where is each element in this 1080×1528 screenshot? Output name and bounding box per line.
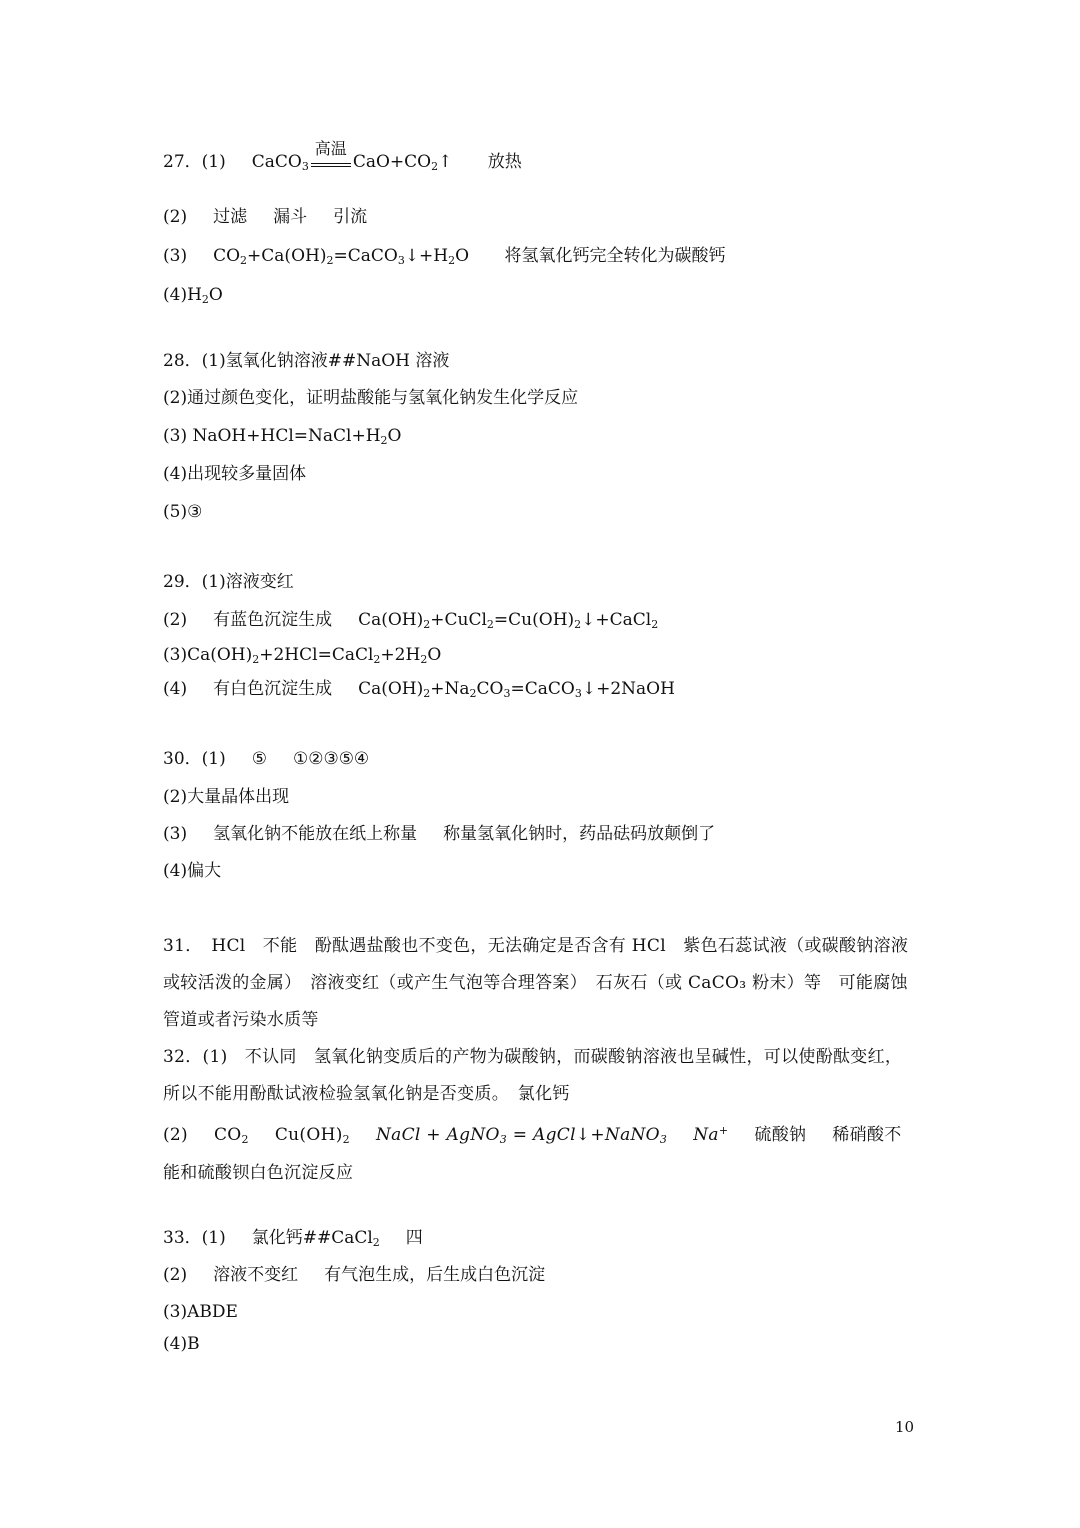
q33-line-2: (2) 溶液不变红 有气泡生成，后生成白色沉淀 (163, 1265, 546, 1285)
reaction-condition: 高温 (311, 159, 351, 167)
q28-line-4: (4)出现较多量固体 (163, 464, 307, 484)
q28-line-2: (2)通过颜色变化，证明盐酸能与氢氧化钠发生化学反应 (163, 388, 579, 408)
q29-line-4: (4) 有白色沉淀生成 $Ca(OH)_2+Na_2CO_3=CaCO_3↓+2NaOH$ (163, 679, 675, 700)
q30-line-2: (2)大量晶体出现 (163, 787, 290, 807)
q28-line-1: 28．(1)氢氧化钠溶液##NaOH 溶液 (163, 351, 450, 371)
q27-label: 27．(1) (163, 152, 226, 172)
q32-equation: NaCl + AgNO$_3$ = AgCl↓+NaNO$_3$ (375, 1125, 668, 1146)
q27-line-2: (2) 过滤 漏斗 引流 (163, 207, 368, 227)
q29-line-1: 29．(1)溶液变红 (163, 572, 294, 592)
q30-line-4: (4)偏大 (163, 861, 222, 881)
q28-line-5: (5)③ (163, 502, 203, 522)
q30-line-1: 30．(1) ⑤ ①②③⑤④ (163, 749, 370, 769)
q32-paragraph-2: (2) $CO_2$ $Cu(OH)_2$ NaCl + AgNO$_3$ = AgCl↓+NaNO$_3$ Na+ 硫酸钠 稀硝酸不能和硫酸钡白色沉淀反应 (163, 1116, 918, 1192)
q29-line-3: $(3)Ca(OH)_2+2HCl=CaCl_2+2H_2O$ (163, 645, 442, 666)
q31-paragraph: 31． HCl 不能 酚酞遇盐酸也不变色，无法确定是否含有 HCl 紫色石蕊试液（或碳酸钠溶液或较活泼的金属） 溶液变红（或产生气泡等合理答案） 石灰石（或 CaCO₃ 粉末）等 可能腐蚀管道或者污染水质等 (163, 936, 909, 1030)
q33-line-3: (3)ABDE (163, 1302, 238, 1322)
q27-note: 放热 (487, 152, 522, 172)
q27-line-4: $(4)H_2O$ (163, 285, 223, 306)
q27-equation: CaCO$_3$ 高温 $CaO+CO_2↑$ (251, 139, 453, 173)
q27-line-3: (3) $CO_2+Ca(OH)_2=CaCO_3↓+H_2O$ 将氢氧化钙完全转化为碳酸钙 (163, 246, 726, 267)
q28-line-3: (3) $NaOH+HCl=NaCl+H_2O$ (163, 426, 402, 447)
q27-line-1 (163, 139, 522, 174)
q30-line-3: (3) 氢氧化钠不能放在纸上称量 称量氢氧化钠时，药品砝码放颠倒了 (163, 824, 716, 844)
q27-3-equation: $CO_2+Ca(OH)_2=CaCO_3↓+H_2O$ (213, 246, 470, 267)
q33-line-4: (4)B (163, 1334, 200, 1354)
q32-paragraph-1: 32．(1) 不认同 氢氧化钠变质后的产物为碳酸钠，而碳酸钠溶液也呈碱性，可以使酚酞变红，所以不能用酚酞试液检验氢氧化钠是否变质。 氯化钙 (163, 1047, 903, 1104)
q29-line-2: (2) 有蓝色沉淀生成 $Ca(OH)_2+CuCl_2=Cu(OH)_2↓+CaCl_2$ (163, 610, 659, 631)
q33-line-1: 33．(1) 氯化钙##CaCl$_2$ 四 (163, 1228, 423, 1249)
page-number: 10 (895, 1418, 915, 1436)
